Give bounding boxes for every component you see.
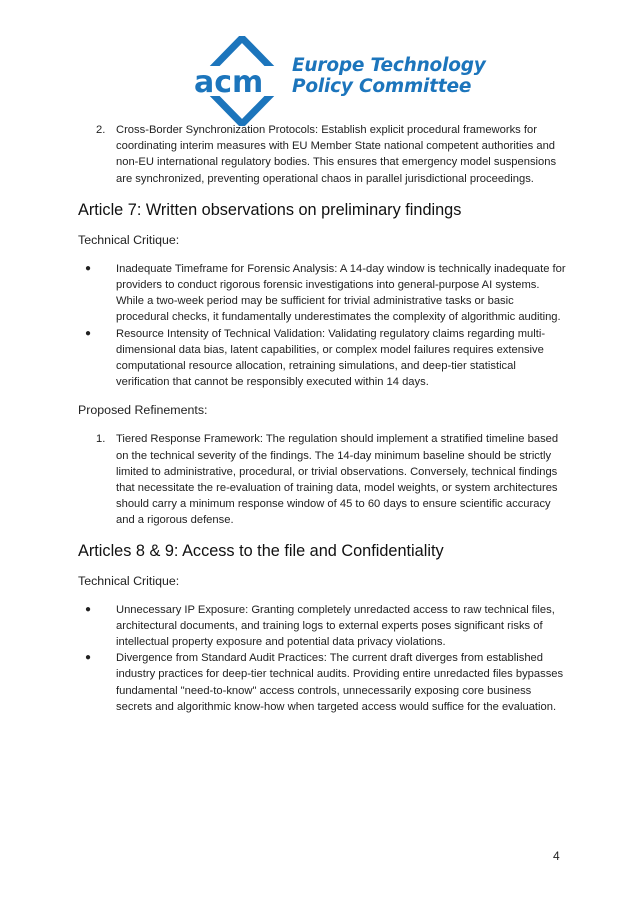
document-body bbox=[78, 120, 568, 715]
bullet-icon: ● bbox=[85, 262, 92, 274]
header bbox=[0, 30, 640, 130]
acm-logo-icon bbox=[192, 36, 292, 126]
list-item bbox=[78, 431, 568, 528]
article7-critique-list bbox=[78, 261, 568, 391]
page-number: 4 bbox=[553, 849, 560, 863]
bullet-icon: ● bbox=[85, 652, 92, 664]
list-item-text: Divergence from Standard Audit Practices: The current draft diverges from established industry practices for deep-tier technical audits. Providing entire unredacted files bypasses fundamental "need-to-know" access controls, unnecessarily exposing core business secrets and algorithmic know-how when targeted access would suffice for the evaluation. bbox=[116, 652, 564, 713]
list-item-text: Cross-Border Synchronization Protocols: Establish explicit procedural frameworks for coordinating interim measures with EU Member State national competent authorities and non-EU international regulatory bodies. This ensures that emergency model suspensions are synchronized, preventing operational chaos in parallel jurisdictional proceedings. bbox=[116, 124, 557, 185]
bullet-icon: ● bbox=[85, 327, 92, 339]
list-item-text: Tiered Response Framework: The regulation should implement a stratified timeline based on the technical severity of the findings. The 14-day minimum baseline should be strictly limited to administrative, procedural, or trivial observations. Conversely, technical findings that necessitate the re-evaluation of training data, model weights, or system architectures should carry a minimum response window of 45 to 60 days to ensure scientific accuracy and a rigorous defense. bbox=[116, 433, 559, 527]
list-item bbox=[78, 122, 568, 187]
continued-list bbox=[78, 122, 568, 187]
list-item bbox=[78, 326, 568, 391]
articles89-critique-label: Technical Critique: bbox=[78, 573, 180, 588]
list-number: 1. bbox=[96, 433, 106, 446]
articles89-critique-list bbox=[78, 602, 568, 715]
list-item-text: Resource Intensity of Technical Validation: Validating regulatory claims regarding multi-dimensional data bias, latent capabilities, or complex model failures requires extensive computational resource allocation, retraining simulations, and deep-tier statistical verification that cannot be responsibly executed within 14 days. bbox=[116, 327, 546, 389]
committee-name bbox=[292, 55, 486, 97]
logo-line-1: Europe Technology bbox=[292, 55, 486, 76]
article7-critique-label: Technical Critique: bbox=[78, 232, 180, 247]
acm-wordmark: acm bbox=[194, 65, 264, 100]
article7-refinements-list bbox=[78, 431, 568, 528]
list-item bbox=[78, 602, 568, 651]
article7-heading: Article 7: Written observations on preliminary findings bbox=[78, 200, 462, 219]
articles89-heading: Articles 8 & 9: Access to the file and Confidentiality bbox=[78, 541, 444, 560]
logo-line-2: Policy Committee bbox=[292, 76, 472, 97]
article7-refinements-label: Proposed Refinements: bbox=[78, 403, 208, 418]
list-item-text: Unnecessary IP Exposure: Granting completely unredacted access to raw technical files, architectural documents, and training logs to external experts poses significant risks of intellectual property exposure and potential data privacy violations. bbox=[116, 603, 555, 649]
list-item bbox=[78, 261, 568, 326]
list-item-text: Inadequate Timeframe for Forensic Analysis: A 14-day window is technically inadequate for providers to conduct rigorous forensic investigations into general-purpose AI systems. While a two-week period may be sufficient for trivial administrative tasks or basic procedural checks, it fundamentally underestimates the complexity of algorithmic auditing. bbox=[116, 262, 566, 324]
bullet-icon: ● bbox=[85, 603, 92, 615]
list-item bbox=[78, 650, 568, 715]
list-number: 2. bbox=[96, 124, 106, 136]
